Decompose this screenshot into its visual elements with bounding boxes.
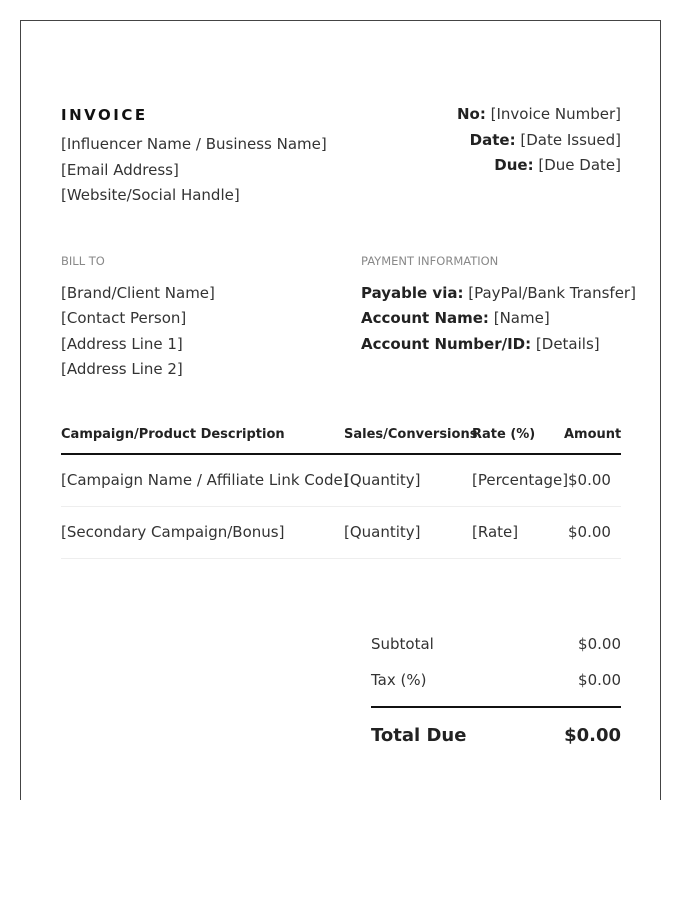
account-number-label: Account Number/ID: xyxy=(361,334,532,353)
invoice-header xyxy=(61,106,621,209)
invoice-date-label: Date: xyxy=(469,130,516,149)
header-sales: Sales/Conversions xyxy=(344,427,472,454)
row-sales: [Quantity] xyxy=(344,506,472,558)
row-rate: [Rate] xyxy=(472,506,564,558)
invoice-meta xyxy=(457,106,621,179)
invoice-number-value: [Invoice Number] xyxy=(490,105,621,123)
totals-block xyxy=(371,626,621,764)
bill-to-contact: [Contact Person] xyxy=(61,309,187,327)
row-description: [Secondary Campaign/Bonus] xyxy=(61,506,344,558)
account-number-value: [Details] xyxy=(535,334,600,353)
sender-name: [Influencer Name / Business Name] xyxy=(61,135,327,153)
tax-row xyxy=(371,662,621,698)
invoice-content xyxy=(61,105,636,746)
invoice-number-label: No: xyxy=(457,105,486,123)
total-due-row xyxy=(371,706,621,764)
sender-website: [Website/Social Handle] xyxy=(61,186,240,204)
tax-value: $0.00 xyxy=(578,671,621,689)
table-header-row xyxy=(61,427,621,454)
row-amount: $0.00 xyxy=(564,506,621,558)
account-name-label: Account Name: xyxy=(361,309,489,327)
sender-email: [Email Address] xyxy=(61,160,179,179)
payment-info-label: PAYMENT INFORMATION xyxy=(361,253,499,268)
invoice-date-value: [Date Issued] xyxy=(520,130,621,149)
invoice-due-label: Due: xyxy=(494,156,534,174)
total-due-value: $0.00 xyxy=(564,725,621,746)
row-sales: [Quantity] xyxy=(344,454,472,507)
invoice-date xyxy=(457,128,621,154)
header-amount: Amount xyxy=(564,427,621,454)
line-items-table xyxy=(61,427,621,559)
invoice-page xyxy=(20,20,661,800)
subtotal-row xyxy=(371,626,621,662)
total-due-label: Total Due xyxy=(371,725,467,746)
payment-info-block xyxy=(361,253,636,383)
bill-to-address-2: [Address Line 2] xyxy=(61,360,183,378)
bill-to-brand: [Brand/Client Name] xyxy=(61,283,215,302)
bill-to-address-1: [Address Line 1] xyxy=(61,334,183,353)
header-rate: Rate (%) xyxy=(472,427,564,454)
tax-label: Tax (%) xyxy=(371,671,427,689)
payable-via-value: [PayPal/Bank Transfer] xyxy=(468,283,636,302)
account-number xyxy=(361,332,621,358)
bill-to-label: BILL TO xyxy=(61,253,105,268)
invoice-due xyxy=(457,153,621,179)
parties-section xyxy=(61,253,636,383)
header-description: Campaign/Product Description xyxy=(61,427,344,454)
table-row xyxy=(61,454,621,507)
subtotal-value: $0.00 xyxy=(578,635,621,653)
row-rate: [Percentage] xyxy=(472,454,564,507)
invoice-number xyxy=(457,102,621,128)
payable-via-label: Payable via: xyxy=(361,283,464,302)
row-description: [Campaign Name / Affiliate Link Code] xyxy=(61,454,344,507)
invoice-title: INVOICE xyxy=(61,106,148,124)
account-name-value: [Name] xyxy=(493,309,550,327)
sender-block xyxy=(61,106,327,209)
row-amount: $0.00 xyxy=(564,454,621,507)
account-name xyxy=(361,306,621,332)
invoice-due-value: [Due Date] xyxy=(538,156,621,174)
table-row xyxy=(61,506,621,558)
bill-to-block xyxy=(61,254,361,383)
payable-via xyxy=(361,281,636,307)
subtotal-label: Subtotal xyxy=(371,635,434,653)
